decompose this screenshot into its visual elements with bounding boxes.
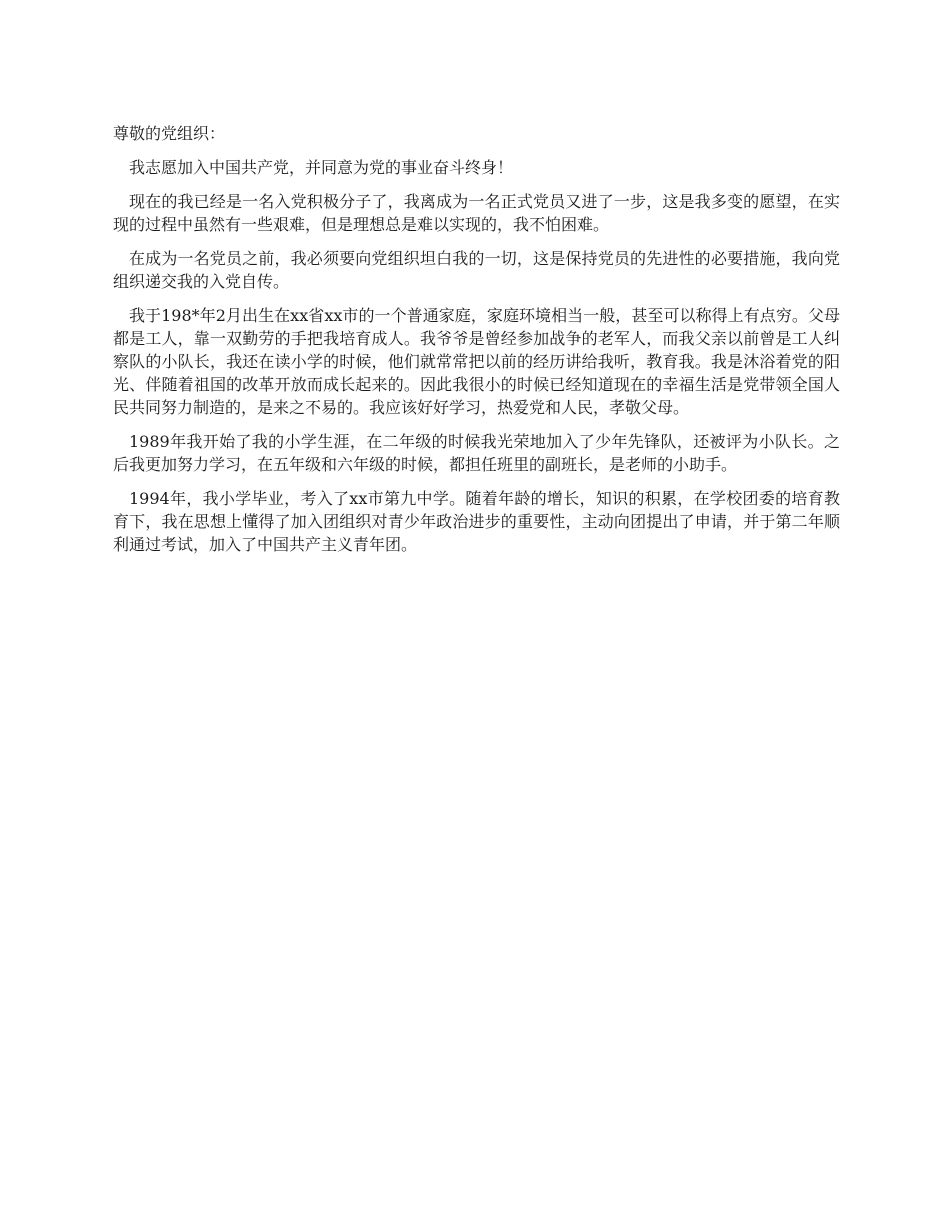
paragraph-intent: 在成为一名党员之前，我必须要向党组织坦白我的一切，这是保持党员的先进性的必要措施，我向党组织递交我的入党自传。 [113, 249, 840, 291]
paragraph-activist-status: 现在的我已经是一名入党积极分子了，我离成为一名正式党员又进了一步，这是我多变的愿望，在实现的过程中虽然有一些艰难，但是理想总是难以实现的，我不怕困难。 [113, 192, 840, 234]
paragraph-middle-school: 1994年，我小学毕业，考入了xx市第九中学。随着年龄的增长，知识的积累，在学校团委的培育教育下，我在思想上懂得了加入团组织对青少年政治进步的重要性，主动向团提出了申请，并于第二年顺利通过考试，加入了中国共产主义青年团。 [113, 489, 840, 554]
document-page [113, 122, 840, 567]
paragraph-pledge: 我志愿加入中国共产党，并同意为党的事业奋斗终身！ [129, 158, 514, 177]
salutation: 尊敬的党组织： [113, 124, 226, 143]
paragraph-family-background: 我于198*年2月出生在xx省xx市的一个普通家庭，家庭环境相当一般，甚至可以称得上有点穷。父母都是工人，靠一双勤劳的手把我培育成人。我爷爷是曾经参加战争的老军人，而我父亲以前曾是工人纠察队的小队长，我还在读小学的时候，他们就常常把以前的经历讲给我听，教育我。我是沐浴着党的阳光、伴随着祖国的改革开放而成长起来的。因此我很小的时候已经知道现在的幸福生活是党带领全国人民共同努力制造的，是来之不易的。我应该好好学习，热爱党和人民，孝敬父母。 [113, 306, 840, 417]
paragraph-primary-school: 1989年我开始了我的小学生涯，在二年级的时候我光荣地加入了少年先锋队，还被评为小队长。之后我更加努力学习，在五年级和六年级的时候，都担任班里的副班长，是老师的小助手。 [113, 432, 840, 474]
